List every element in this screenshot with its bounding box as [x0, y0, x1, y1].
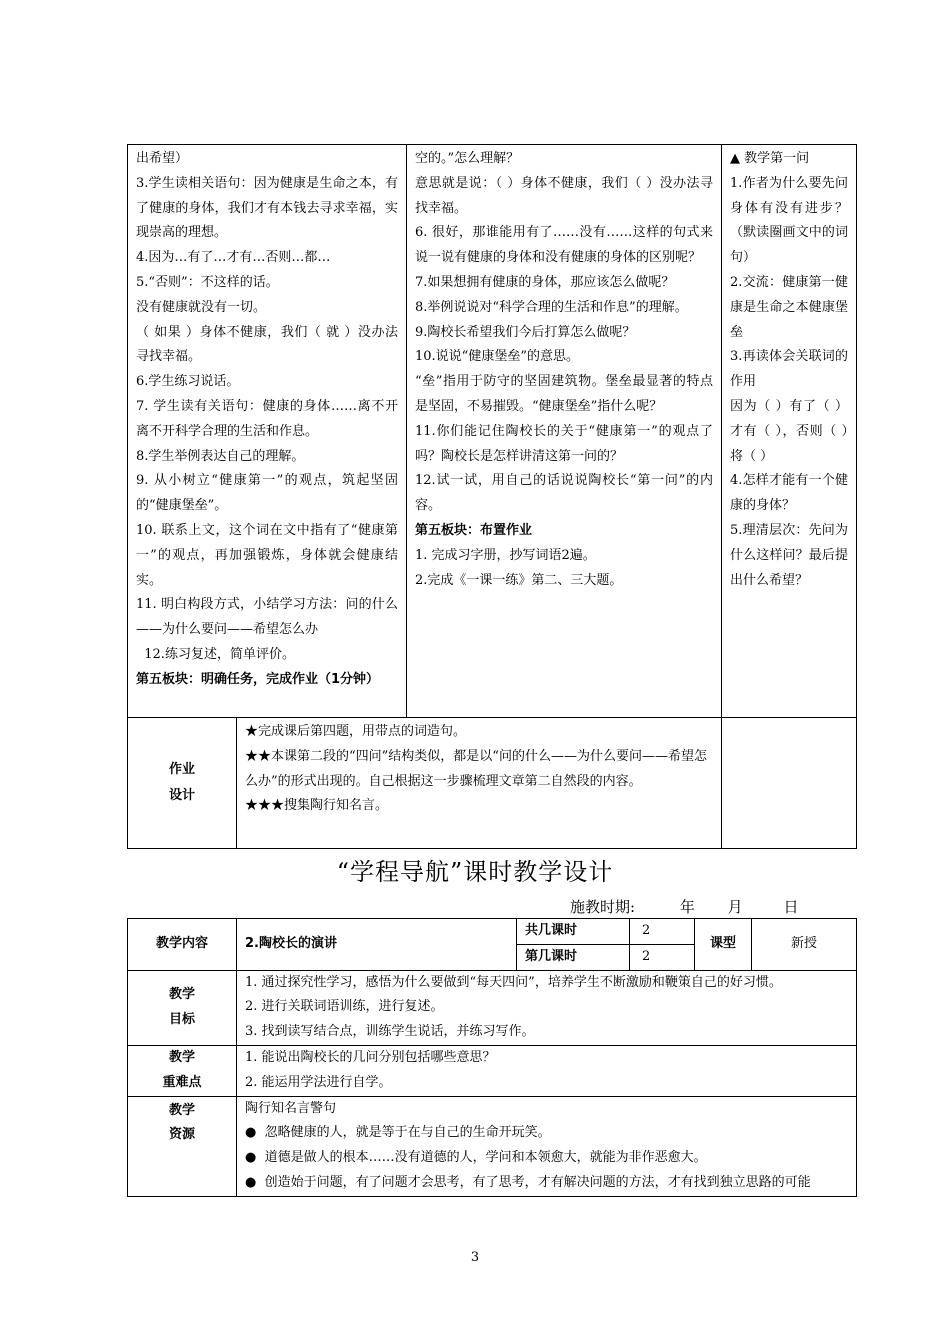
text-line: 9. 从小树立“健康第一”的观点，筑起坚固的“健康堡垒”。: [136, 473, 398, 514]
goal-item: 2. 进行关联词语训练，进行复述。: [245, 999, 444, 1015]
day-label: 日: [783, 898, 799, 916]
total-lessons-value: 2: [630, 919, 695, 945]
label-line: 教学: [168, 1102, 195, 1118]
student-activity-list: [136, 147, 398, 693]
text-line: 7.如果想拥有健康的身体，那应该怎么做呢？: [415, 274, 675, 290]
text-line: 12.练习复述，简单评价。: [136, 646, 295, 662]
label-line: 目标: [168, 1011, 195, 1027]
lesson-info-table: [127, 918, 857, 1197]
text-line: 出希望）: [136, 151, 189, 166]
type-label: 课型: [695, 919, 752, 971]
section-heading: 第五板块：明确任务，完成作业（1分钟）: [136, 671, 380, 687]
key-points-content: [237, 1045, 857, 1096]
section-heading: 第五板块：布置作业: [415, 522, 533, 538]
year-label: 年: [679, 898, 695, 916]
text-line: ▲ 教学第一问: [730, 151, 810, 166]
text-line: 意思就是说：（ ）身体不健康，我们（ ）没办法寻找幸福。: [415, 175, 713, 216]
homework-content: [237, 718, 722, 849]
text-line: 5.“否则”：不这样的话。: [136, 274, 279, 290]
text-line: 1. 完成习字册，抄写词语2遍。: [415, 547, 596, 563]
goals-label: [128, 970, 237, 1045]
resource-item: ● 忽略健康的人，就是等于在与自己的生命开玩笑。: [245, 1125, 551, 1141]
text-line: 空的。”怎么理解？: [415, 151, 520, 166]
empty-cell: [722, 718, 857, 849]
date-line: [570, 896, 798, 917]
student-activity-column: [128, 145, 407, 718]
homework-label: [128, 718, 237, 849]
text-line: 8.学生举例表达自己的理解。: [136, 448, 305, 464]
text-line: 3.再读体会关联词的作用: [730, 349, 848, 390]
text-line: 4.怎样才能有一个健康的身体？: [730, 473, 848, 514]
text-line: （ 如果 ）身体不健康，我们（ 就 ）没办法寻找幸福。: [136, 324, 398, 365]
text-line: 9.陶校长希望我们今后打算怎么做呢？: [415, 324, 636, 340]
text-line: “垒”指用于防守的坚固建筑物。堡垒最显著的特点是坚固，不易摧毁。“健康堡垒”指什么呢？: [415, 374, 713, 414]
label-line: 设计: [168, 788, 195, 803]
text-line: 5.理清层次：先问为什么这样问？最后提出什么希望？: [730, 522, 848, 588]
page-title: “学程导航”课时教学设计: [336, 858, 614, 886]
nth-lesson-value: 2: [630, 944, 695, 970]
text-line: 10.说说“健康堡垒”的意思。: [415, 349, 579, 365]
teacher-activity-list: [415, 147, 713, 593]
text-line: 6.学生练习说话。: [136, 374, 240, 390]
key-points-label: [128, 1045, 237, 1096]
resource-item: ● 创造始于问题，有了问题才会思考，有了思考，才有解决问题的方法，才有找到独立思路的可能: [245, 1174, 811, 1190]
label-line: 重难点: [162, 1074, 202, 1090]
key-point-item: 2. 能运用学法进行自学。: [245, 1074, 392, 1090]
nth-lesson-label: 第几课时: [517, 944, 630, 970]
text-line: 4.因为…有了…才有…否则…都…: [136, 250, 331, 266]
label-line: 资源: [168, 1127, 195, 1143]
text-line: 1.作者为什么要先问身体有没有进步？（默读圈画文中的词句）: [730, 175, 848, 266]
teacher-activity-column: [407, 145, 722, 718]
notes-list: [730, 147, 848, 593]
text-line: ★★本课第二段的“四问”结构类似，都是以“问的什么——为什么要问——希望怎么办”的形式出现的。自己根据这一步骤梳理文章第二自然段的内容。: [245, 748, 707, 789]
text-line: 12.试一试，用自己的话说说陶校长“第一问”的内容。: [415, 473, 713, 514]
lesson-process-table: [127, 144, 857, 849]
text-line: ★★★搜集陶行知名言。: [245, 798, 389, 814]
text-line: 8.举例说说对“科学合理的生活和作息”的理解。: [415, 299, 688, 315]
content-value: 2.陶校长的演讲: [237, 919, 517, 971]
total-lessons-label: 共几课时: [517, 919, 630, 945]
type-value: 新授: [752, 919, 857, 971]
date-label: 施教时期:: [570, 898, 636, 916]
resources-label: [128, 1096, 237, 1196]
text-line: 2.完成《一课一练》第二、三大题。: [415, 572, 623, 588]
content-label: 教学内容: [128, 919, 237, 971]
text-line: 6. 很好，那谁能用有了……没有……这样的句式来说一说有健康的身体和没有健康的身体的区别呢？: [415, 225, 713, 266]
text-line: 7. 学生读有关语句：健康的身体……离不开离不开科学合理的生活和作息。: [136, 398, 398, 439]
page-number: 3: [470, 1250, 480, 1265]
goals-content: [237, 970, 857, 1045]
label-line: 作业: [168, 762, 195, 777]
text-line: 没有健康就没有一切。: [136, 299, 267, 315]
text-line: 11.你们能记住陶校长的关于“健康第一”的观点了吗？陶校长是怎样讲清这第一问的？: [415, 423, 713, 464]
text-line: ★完成课后第四题，用带点的词造句。: [245, 724, 467, 739]
resource-item: ● 道德是做人的根本……没有道德的人，学问和本领愈大，就能为非作恶愈大。: [245, 1150, 707, 1166]
label-line: 教学: [168, 986, 195, 1002]
resources-content: [237, 1096, 857, 1196]
key-point-item: 1. 能说出陶校长的几问分别包括哪些意思？: [245, 1049, 496, 1065]
text-line: 因为（ ）有了（ ）才有（ ），否则（ ）将（ ）: [730, 398, 848, 464]
text-line: 3.学生读相关语句：因为健康是生命之本，有了健康的身体，我们才有本钱去寻求幸福，实现崇高的理想。: [136, 175, 398, 241]
goal-item: 1. 通过探究性学习，感悟为什么要做到“每天四问”，培养学生不断激励和鞭策自己的好习惯。: [245, 974, 782, 990]
text-line: 2.交流：健康第一健康是生命之本健康堡垒: [730, 274, 848, 340]
goal-item: 3. 找到读写结合点，训练学生说话，并练习写作。: [245, 1024, 535, 1040]
resources-title: 陶行知名言警句: [245, 1100, 337, 1116]
month-label: 月: [727, 898, 743, 916]
notes-column: [722, 145, 857, 718]
text-line: 11. 明白构段方式，小结学习方法：问的什么——为什么要问——希望怎么办: [136, 597, 398, 638]
text-line: 10. 联系上文，这个词在文中指有了“健康第一”的观点，再加强锻炼，身体就会健康结实。: [136, 522, 398, 588]
label-line: 教学: [168, 1049, 195, 1065]
